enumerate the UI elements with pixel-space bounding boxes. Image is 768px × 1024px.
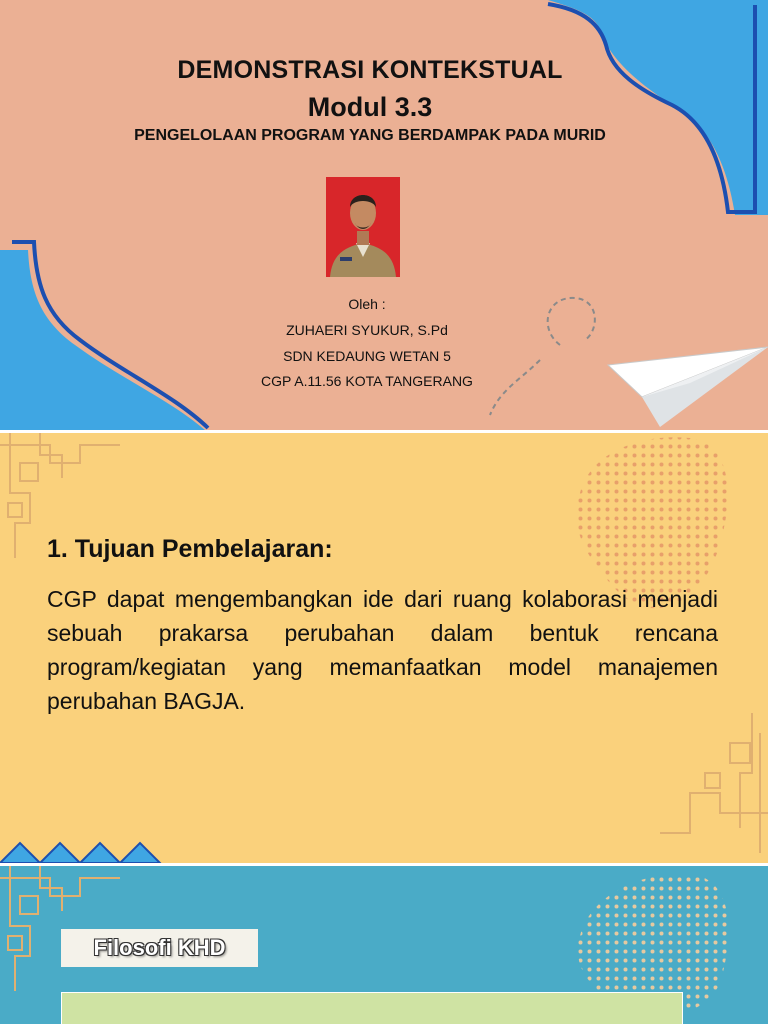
content-panel (61, 992, 683, 1024)
cgp-info: CGP A.11.56 KOTA TANGERANG (261, 373, 473, 389)
khd-slide (0, 866, 768, 1024)
title-slide (0, 0, 768, 430)
by-label: Oleh : (348, 296, 386, 312)
objectives-slide (0, 433, 768, 863)
module-title: Modul 3.3 (307, 92, 433, 122)
objective-text: CGP dapat mengembangkan ide dari ruang kolaborasi menjadi sebuah prakarsa perubahan dalam bentuk rencana program/kegiatan yang memanfaatkan model manajemen perubahan BAGJA. (47, 586, 718, 714)
school-name: SDN KEDAUNG WETAN 5 (283, 348, 451, 364)
module-subtitle: PENGELOLAAN PROGRAM YANG BERDAMPAK PADA MURID (134, 127, 606, 144)
presentation-title: DEMONSTRASI KONTEKSTUAL (177, 56, 563, 84)
section-heading: 1. Tujuan Pembelajaran: (47, 535, 333, 563)
author-photo (326, 177, 400, 277)
khd-label: Filosofi KHD (93, 935, 226, 960)
khd-label-box (61, 929, 258, 967)
author-name: ZUHAERI SYUKUR, S.Pd (286, 322, 448, 338)
